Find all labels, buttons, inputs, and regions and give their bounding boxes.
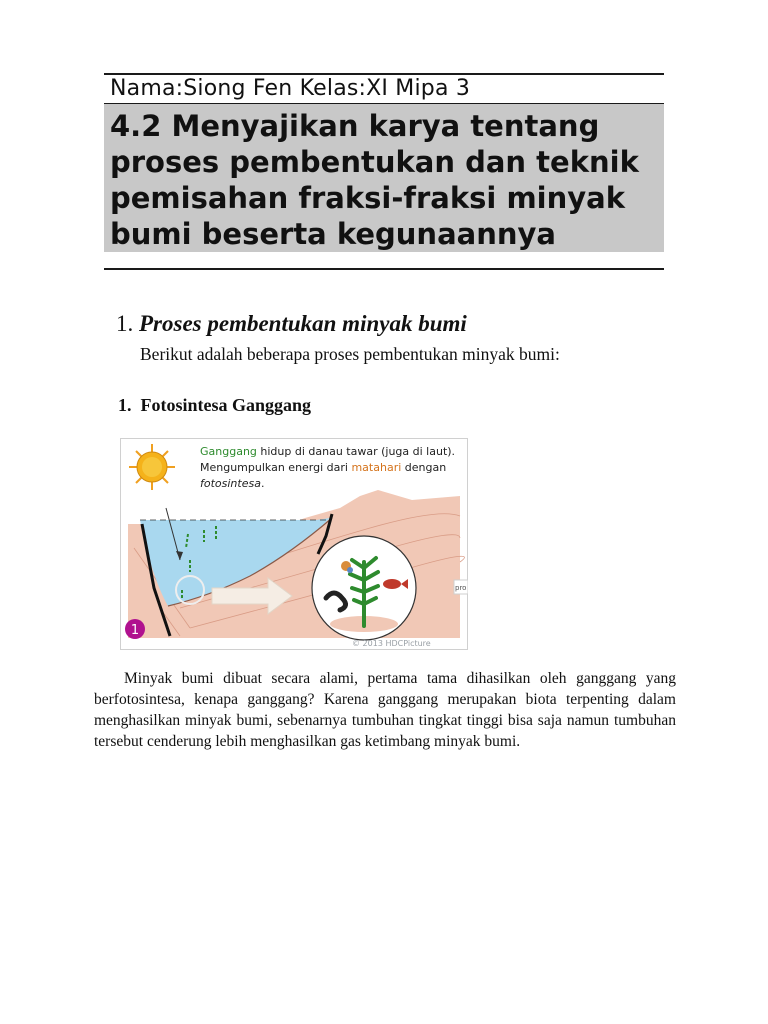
figure-watermark: © 2013 HDCPicture: [352, 639, 431, 648]
subsection-heading: [118, 395, 311, 416]
page-title: 4.2 Menyajikan karya tentang proses pembentukan dan teknik pemisahan fraksi-fraksi minyak bumi beserta kegunaannya: [110, 109, 639, 251]
magnified-view: [312, 536, 416, 640]
student-name-class: Nama:Siong Fen Kelas:XI Mipa 3: [110, 76, 471, 101]
algae-photosynthesis-diagram: [120, 438, 468, 650]
figure-caption-line3: fotosintesa.: [200, 477, 265, 490]
section-number: 1.: [116, 311, 134, 336]
step-number: 1: [130, 623, 140, 638]
bottom-rule: [104, 268, 664, 270]
section-title: Proses pembentukan minyak bumi: [139, 311, 467, 336]
body-paragraph: Minyak bumi dibuat secara alami, pertama tama dihasilkan oleh ganggang yang berfotosintesa, kenapa ganggang? Karena ganggang merupakan biota terpenting dalam menghasilkan minyak bumi, sebenarnya tumbuhan tingkat tinggi bisa saja namun tumbuhan tersebut cenderung lebih menghasilkan gas ketimbang minyak bumi.: [94, 670, 676, 750]
subsection-number: 1.: [118, 395, 132, 415]
section-heading: [116, 311, 467, 337]
figure-caption-line1: Ganggang hidup di danau tawar (juga di laut).: [200, 445, 456, 458]
section-intro: Berikut adalah beberapa proses pembentukan minyak bumi:: [140, 344, 560, 364]
figure-caption-line2: Mengumpulkan energi dari matahari dengan: [200, 461, 447, 474]
side-tab-label: pro: [455, 584, 467, 592]
top-rule: [104, 73, 664, 75]
subsection-title: Fotosintesa Ganggang: [140, 395, 312, 415]
